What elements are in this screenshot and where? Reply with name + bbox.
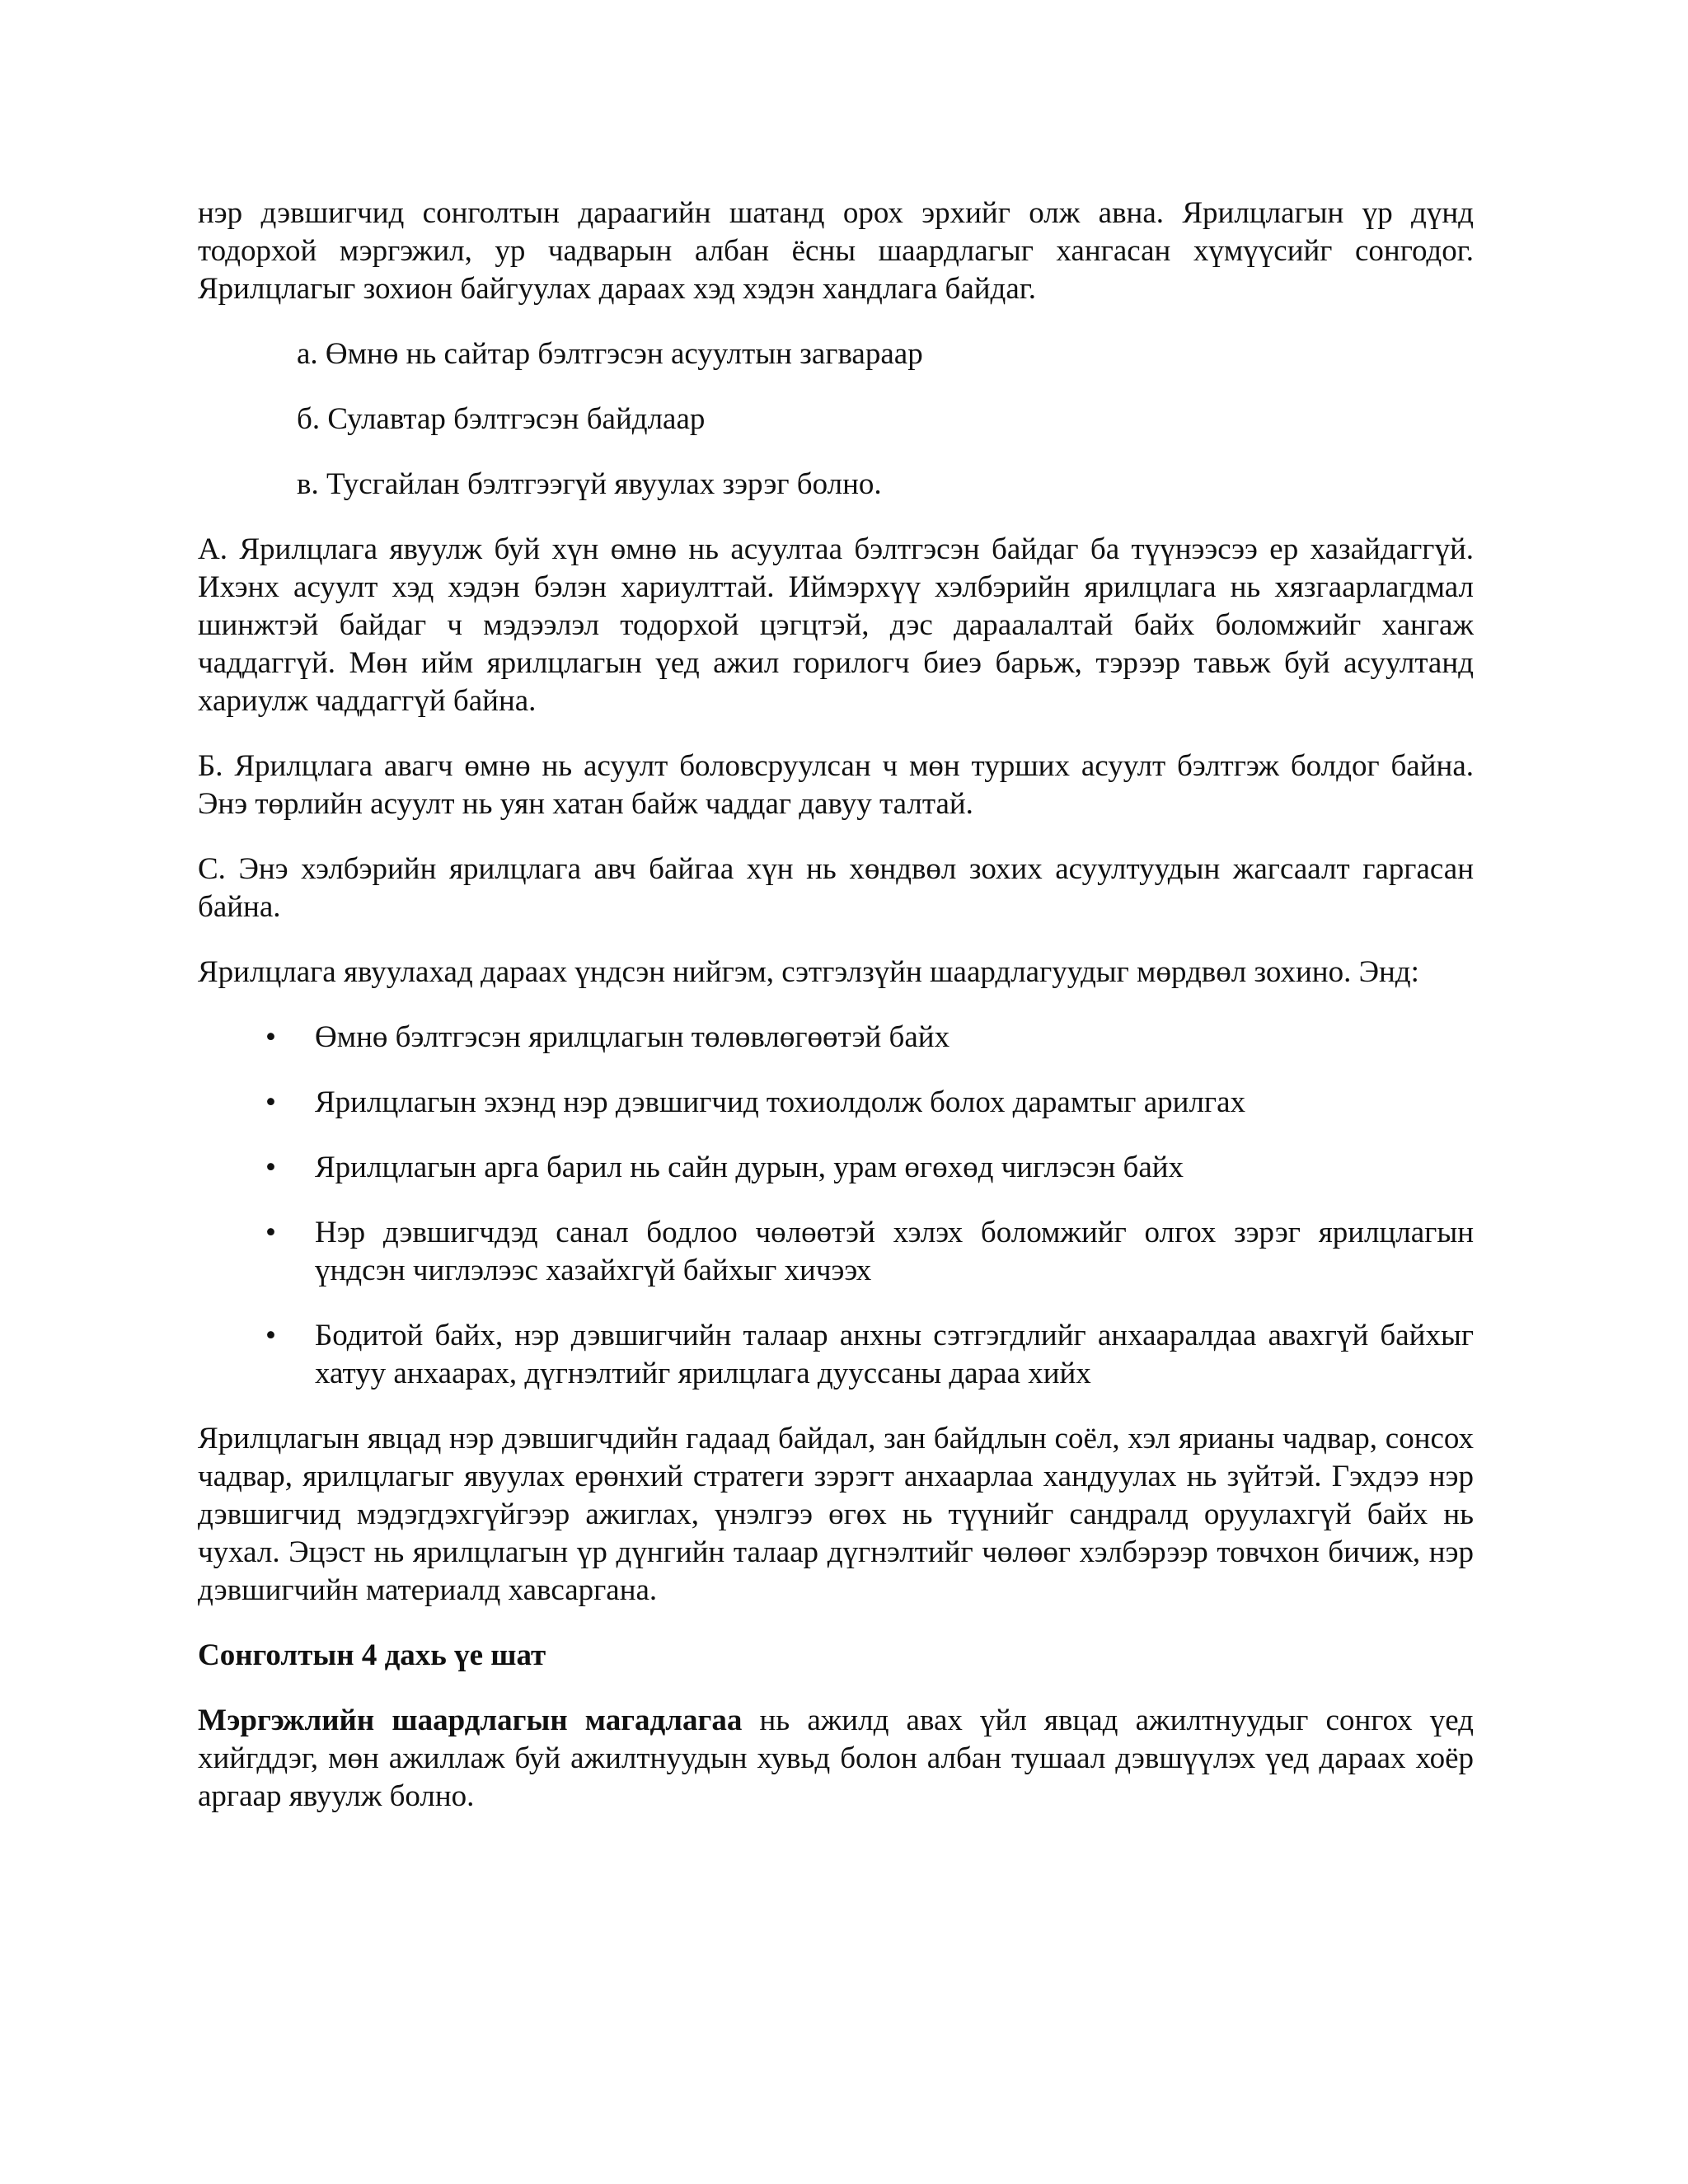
- bullet-item: [198, 1084, 1474, 1122]
- approach-item-a: а. Өмнө нь сайтар бэлтгэсэн асуултын загвараар: [297, 337, 923, 371]
- bullet-icon: •: [265, 1151, 276, 1184]
- bullet-icon: •: [265, 1020, 276, 1054]
- bullet-item: [198, 1019, 1474, 1057]
- requirements-bullet-list: [198, 1019, 1474, 1393]
- paragraph-process: Ярилцлагын явцад нэр дэвшигчдийн гадаад байдал, зан байдлын соёл, хэл ярианы чадвар, сонсох чадвар, ярилцлагыг явуулах ерөнхий стратеги зэрэгт анхаарлаа хандуулах нь зүйтэй. Гэхдээ нэр дэвшигчид мэдэгдэхгүйгээр ажиглах, үнэлгээ өгөх нь түүнийг сандралд оруулахгүй байх нь чухал. Эцэст нь ярилцлагын үр дүнгийн талаар дүгнэлтийг чөлөөг хэлбэрээр товчхон бичиж, нэр дэвшигчийн материалд хавсаргана.: [198, 1422, 1474, 1607]
- final-rest-text: нь ажилд авах үйл явцад ажилтнуудыг сонгох үед хийгддэг, мөн ажиллаж буй ажилтнуудын хувьд болон албан тушаал дэвшүүлэх үед дараах хоёр аргаар явуулж болно.: [198, 1704, 1474, 1813]
- paragraph-a: А. Ярилцлага явуулж буй хүн өмнө нь асуултаа бэлтгэсэн байдаг ба түүнээсээ ер хазайдаггүй. Ихэнх асуулт хэд хэдэн бэлэн хариулттай. Иймэрхүү хэлбэрийн ярилцлага нь хязгаарлагдмал шинжтэй байдаг ч мэдээлэл тодорхой цэгцтэй, дэс дараалалтай байх боломжийг хангаж чаддаггүй. Мөн ийм ярилцлагын үед ажил горилогч биеэ барьж, тэрээр тавьж буй асуултанд хариулж чаддаггүй байна.: [198, 532, 1474, 718]
- paragraph-requirements: Ярилцлага явуулахад дараах үндсэн нийгэм, сэтгэлзүйн шаардлагуудыг мөрдвөл зохино. Энд:: [198, 955, 1419, 989]
- approach-item-c: в. Тусгайлан бэлтгээгүй явуулах зэрэг болно.: [297, 467, 882, 501]
- approach-item-b: б. Сулавтар бэлтгэсэн байдлаар: [297, 402, 706, 436]
- section-heading: Сонголтын 4 дахь үе шат: [198, 1638, 546, 1672]
- paragraph-c: С. Энэ хэлбэрийн ярилцлага авч байгаа хүн нь хөндвөл зохих асуултуудын жагсаалт гаргасан байна.: [198, 852, 1474, 924]
- paragraph-intro: нэр дэвшигчид сонголтын дараагийн шатанд орох эрхийг олж авна. Ярилцлагын үр дүнд тодорхой мэргэжил, ур чадварын албан ёсны шаардлагыг хангасан хүмүүсийг сонгодог. Ярилцлагыг зохион байгуулах дараах хэд хэдэн хандлага байдаг.: [198, 196, 1474, 306]
- paragraph-final: [198, 1702, 1474, 1816]
- bullet-text: Ярилцлагын арга барил нь сайн дурын, урам өгөхөд чиглэсэн байх: [315, 1151, 1184, 1184]
- bullet-icon: •: [265, 1319, 276, 1352]
- document-page: [198, 194, 1474, 1843]
- bullet-item: [198, 1149, 1474, 1187]
- bullet-text: Ярилцлагын эхэнд нэр дэвшигчид тохиолдолж болох дарамтыг арилгах: [315, 1085, 1246, 1119]
- final-bold-term: Мэргэжлийн шаардлагын магадлагаа: [198, 1704, 743, 1737]
- approach-list: [198, 335, 1474, 504]
- bullet-item: [198, 1214, 1474, 1290]
- bullet-icon: •: [265, 1085, 276, 1119]
- bullet-text: Нэр дэвшигчдэд санал бодлоо чөлөөтэй хэлэх боломжийг олгох зэрэг ярилцлагын үндсэн чиглэлээс хазайхгүй байхыг хичээх: [315, 1216, 1474, 1287]
- bullet-text: Өмнө бэлтгэсэн ярилцлагын төлөвлөгөөтэй байх: [315, 1020, 950, 1054]
- paragraph-b: Б. Ярилцлага авагч өмнө нь асуулт боловсруулсан ч мөн турших асуулт бэлтгэж болдог байна. Энэ төрлийн асуулт нь уян хатан байж чаддаг давуу талтай.: [198, 749, 1474, 821]
- bullet-text: Бодитой байх, нэр дэвшигчийн талаар анхны сэтгэгдлийг анхааралдаа авахгүй байхыг хатуу анхаарах, дүгнэлтийг ярилцлага дууссаны дараа хийх: [315, 1319, 1474, 1390]
- bullet-item: [198, 1317, 1474, 1393]
- bullet-icon: •: [265, 1216, 276, 1249]
